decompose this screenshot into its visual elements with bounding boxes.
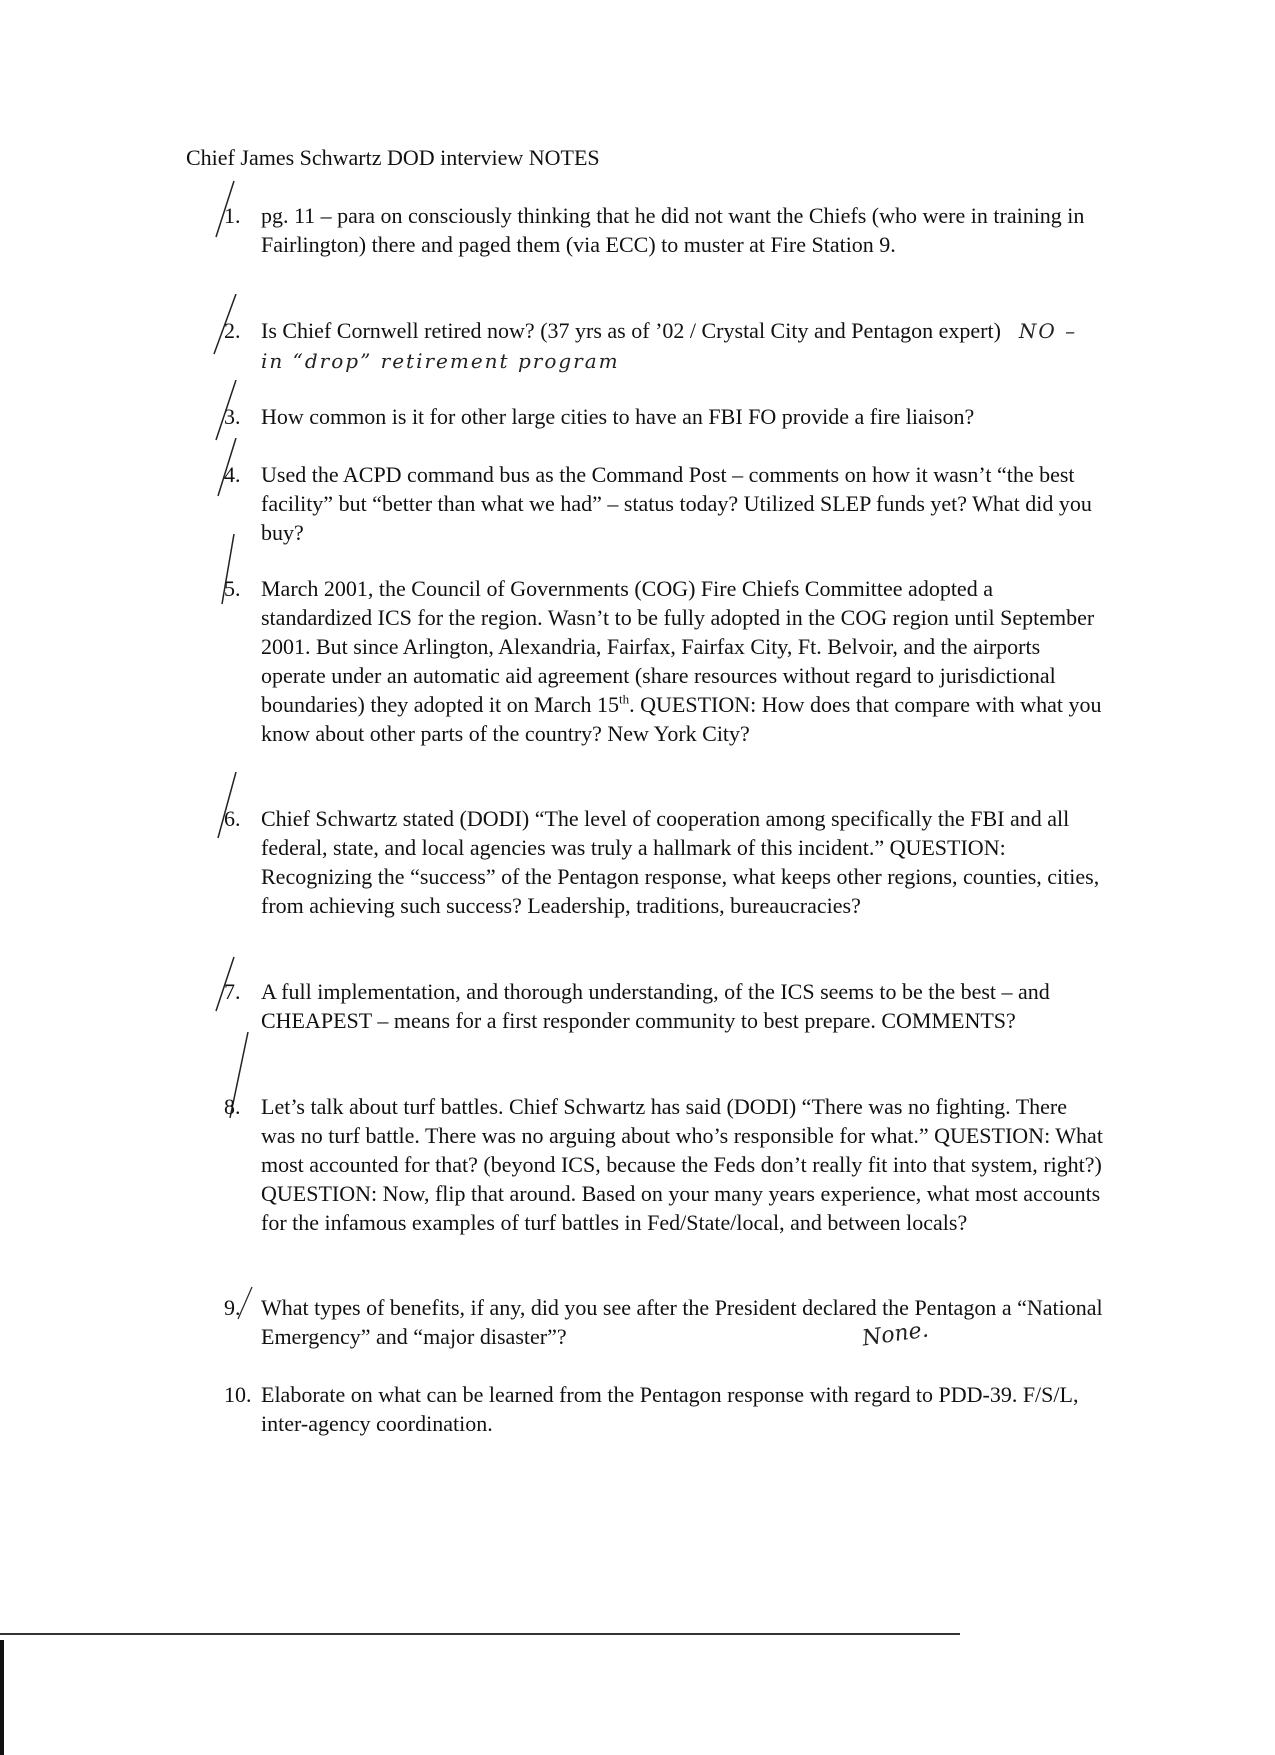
item-text: Elaborate on what can be learned from the Pentagon response with regard to PDD-39. F/S/L, inter-agency coordination. [261,1382,1079,1436]
note-item-8 [224,1092,1104,1237]
note-item-5 [224,574,1104,748]
item-text: How common is it for other large cities to have an FBI FO provide a fire liaison? [261,404,975,429]
ordinal-suffix: th [619,691,630,707]
item-number: 6. [224,806,241,831]
handwritten-note: None. [860,1317,931,1352]
item-number: 8. [224,1094,241,1119]
item-text-part: March 2001, the Council of Governments (COG) Fire Chiefs Committee adopted a standardized ICS for the region. Wasn’t to be fully adopted in the COG region until September 2001. But since Arlington, Alexandria, Fairfax, Fairfax City, Ft. Belvoir, and the airports operate under an automatic aid agreement (share resources without regard to jurisdictional boundaries) they adopted it on March 15 [261,576,1095,717]
item-text-part: . QUESTION: How does that compare with what you know about other parts of the country? New York City? [261,692,1102,746]
scan-edge-bar [0,1640,4,1755]
item-text: pg. 11 – para on consciously thinking that he did not want the Chiefs (who were in training in Fairlington) there and paged them (via ECC) to muster at Fire Station 9. [261,203,1085,257]
item-number: 1. [224,203,241,228]
item-text: What types of benefits, if any, did you see after the President declared the Pentagon a “National Emergency” and “major disaster”? [261,1295,1103,1349]
item-text: Is Chief Cornwell retired now? (37 yrs as of ’02 / Crystal City and Pentagon expert) [261,318,1001,343]
item-number: 3. [224,404,241,429]
document-title: Chief James Schwartz DOD interview NOTES [186,145,600,170]
note-item-10 [224,1380,1104,1438]
item-text: Used the ACPD command bus as the Command Post – comments on how it wasn’t “the best facility” but “better than what we had” – status today? Utilized SLEP funds yet? What did you buy? [261,462,1092,545]
item-text: A full implementation, and thorough understanding, of the ICS seems to be the best – and CHEAPEST – means for a first responder community to best prepare. COMMENTS? [261,979,1050,1033]
note-item-2 [224,316,1104,376]
item-number: 4. [224,462,241,487]
note-item-3 [224,402,1104,431]
item-number: 7. [224,979,241,1004]
item-text: Chief Schwartz stated (DODI) “The level of cooperation among specifically the FBI and all federal, state, and local agencies was truly a hallmark of this incident.” QUESTION: Recognizing the “success” of the Pentagon response, what keeps other regions, counties, cities, from achieving such success? Leadership, traditions, bureaucracies? [261,806,1100,918]
item-number: 10. [224,1382,252,1407]
item-text [261,574,1104,748]
note-item-7 [224,977,1104,1035]
scan-edge-line [0,1633,960,1635]
note-item-4 [224,460,1104,547]
note-item-1 [224,201,1104,259]
item-text: Let’s talk about turf battles. Chief Schwartz has said (DODI) “There was no fighting. There was no turf battle. There was no arguing about who’s responsible for what.” QUESTION: What most accounted for that? (beyond ICS, because the Feds don’t really fit into that system, right?) QUESTION: Now, flip that around. Based on your many years experience, what most accounts for the infamous examples of turf battles in Fed/State/local, and between locals? [261,1094,1103,1235]
note-item-6 [224,804,1104,920]
item-number: 2. [224,318,241,343]
item-number: 9. [224,1295,241,1320]
handwritten-note: NO – in “drop” retirement program [261,319,1078,373]
note-item-9 [224,1293,1104,1351]
item-number: 5. [224,576,241,601]
